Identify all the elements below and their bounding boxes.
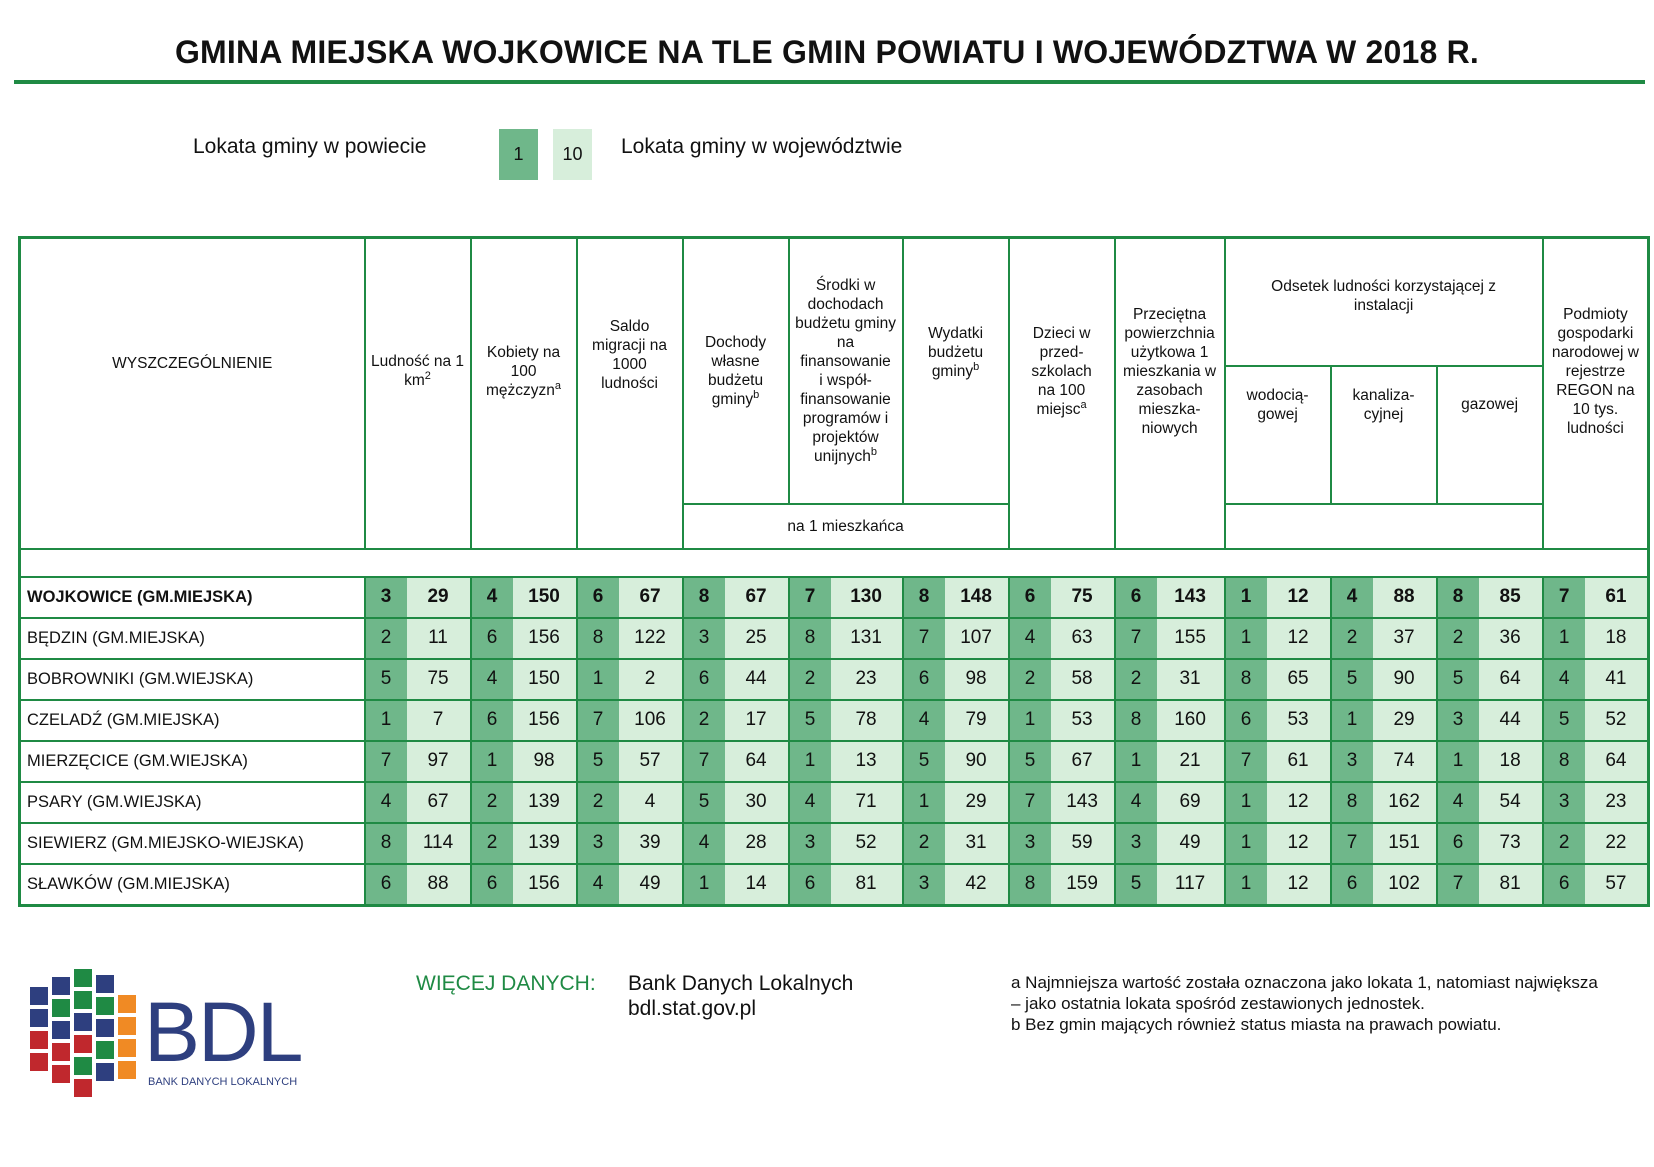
rank-powiat-cell: 2 <box>1331 618 1373 659</box>
rank-powiat-cell: 3 <box>683 618 725 659</box>
header-ludnosc: Ludność na 1 $km^2$ <box>365 238 471 549</box>
rank-powiat-cell: 2 <box>1437 618 1479 659</box>
rank-powiat-cell: 1 <box>1225 823 1267 864</box>
rank-woj-cell: 29 <box>1373 700 1437 741</box>
rank-woj-cell: 61 <box>1585 577 1649 618</box>
rank-woj-cell: 160 <box>1157 700 1225 741</box>
rank-powiat-cell: 6 <box>903 659 945 700</box>
rank-powiat-cell: 7 <box>789 577 831 618</box>
more-data-source: Bank Danych Lokalnych <box>628 972 854 995</box>
rank-woj-cell: 37 <box>1373 618 1437 659</box>
rank-woj-cell: 122 <box>619 618 683 659</box>
rank-woj-cell: 156 <box>513 864 577 906</box>
rank-woj-cell: 28 <box>725 823 789 864</box>
rank-woj-cell: 13 <box>831 741 903 782</box>
rank-powiat-cell: 2 <box>365 618 407 659</box>
rank-woj-cell: 64 <box>1479 659 1543 700</box>
rank-powiat-cell: 3 <box>1543 782 1585 823</box>
header-wydatki: Wydatki budżetu gminy$^b$ <box>903 238 1009 504</box>
rank-powiat-cell: 4 <box>683 823 725 864</box>
header-instalacje-bottom <box>1225 504 1543 549</box>
header-gazowej: gazowej <box>1437 366 1543 504</box>
rank-woj-cell: 65 <box>1267 659 1331 700</box>
rank-powiat-cell: 2 <box>471 823 513 864</box>
table-row <box>20 659 1649 700</box>
rank-powiat-cell: 5 <box>1437 659 1479 700</box>
rank-powiat-cell: 4 <box>789 782 831 823</box>
rank-powiat-cell: 8 <box>1437 577 1479 618</box>
rank-woj-cell: 2 <box>619 659 683 700</box>
rank-powiat-cell: 4 <box>1331 577 1373 618</box>
rank-woj-cell: 49 <box>1157 823 1225 864</box>
header-powierzchnia: Przeciętna powierzchnia użytkowa 1 mieszkania w zasobach mieszka-niowych <box>1115 238 1225 549</box>
rank-powiat-cell: 6 <box>683 659 725 700</box>
rank-woj-cell: 58 <box>1051 659 1115 700</box>
rank-powiat-cell: 6 <box>1225 700 1267 741</box>
rank-powiat-cell: 4 <box>1437 782 1479 823</box>
row-name: SŁAWKÓW (GM.MIEJSKA) <box>20 864 365 906</box>
rank-woj-cell: 18 <box>1585 618 1649 659</box>
bdl-logo-text: BDL <box>144 985 302 1079</box>
rank-woj-cell: 90 <box>1373 659 1437 700</box>
rank-powiat-cell: 2 <box>789 659 831 700</box>
rank-powiat-cell: 3 <box>365 577 407 618</box>
rank-woj-cell: 159 <box>1051 864 1115 906</box>
rank-powiat-cell: 2 <box>683 700 725 741</box>
rank-woj-cell: 12 <box>1267 618 1331 659</box>
rank-woj-cell: 88 <box>1373 577 1437 618</box>
rank-woj-cell: 81 <box>1479 864 1543 906</box>
rank-powiat-cell: 1 <box>1543 618 1585 659</box>
rank-powiat-cell: 8 <box>577 618 619 659</box>
rank-woj-cell: 97 <box>407 741 471 782</box>
row-name: PSARY (GM.WIEJSKA) <box>20 782 365 823</box>
rank-powiat-cell: 1 <box>1225 618 1267 659</box>
rank-woj-cell: 31 <box>1157 659 1225 700</box>
rank-woj-cell: 117 <box>1157 864 1225 906</box>
bdl-logo-mark <box>30 969 136 1097</box>
rank-powiat-cell: 6 <box>1437 823 1479 864</box>
rank-woj-cell: 12 <box>1267 782 1331 823</box>
rank-powiat-cell: 8 <box>365 823 407 864</box>
row-name: MIERZĘCICE (GM.WIEJSKA) <box>20 741 365 782</box>
rank-woj-cell: 29 <box>407 577 471 618</box>
rank-woj-cell: 71 <box>831 782 903 823</box>
table-row <box>20 741 1649 782</box>
rank-powiat-cell: 7 <box>1115 618 1157 659</box>
footnote-a: a Najmniejsza wartość została oznaczona jako lokata 1, natomiast największa – jako ostatnia lokata spośród zestawionych jednostek. <box>1011 973 1598 1013</box>
rank-powiat-cell: 3 <box>1437 700 1479 741</box>
rank-woj-cell: 39 <box>619 823 683 864</box>
rank-powiat-cell: 2 <box>1543 823 1585 864</box>
rank-woj-cell: 98 <box>513 741 577 782</box>
rank-powiat-cell: 2 <box>577 782 619 823</box>
rank-woj-cell: 31 <box>945 823 1009 864</box>
rank-woj-cell: 90 <box>945 741 1009 782</box>
rank-powiat-cell: 4 <box>471 577 513 618</box>
rank-powiat-cell: 7 <box>683 741 725 782</box>
rank-powiat-cell: 3 <box>1115 823 1157 864</box>
rank-powiat-cell: 8 <box>1225 659 1267 700</box>
rank-woj-cell: 41 <box>1585 659 1649 700</box>
table-row <box>20 823 1649 864</box>
rank-woj-cell: 67 <box>619 577 683 618</box>
rank-powiat-cell: 4 <box>365 782 407 823</box>
footnotes <box>1011 972 1601 1035</box>
rank-powiat-cell: 7 <box>903 618 945 659</box>
header-wodociagowej: wodocią-gowej <box>1225 366 1331 504</box>
rank-powiat-cell: 1 <box>577 659 619 700</box>
rank-powiat-cell: 6 <box>471 864 513 906</box>
rank-powiat-cell: 2 <box>1115 659 1157 700</box>
rank-powiat-cell: 3 <box>1009 823 1051 864</box>
header-dochody: Dochody własne budżetu gminy$^b$ <box>683 238 789 504</box>
rank-woj-cell: 57 <box>1585 864 1649 906</box>
rank-woj-cell: 30 <box>725 782 789 823</box>
header-kobiety: Kobiety na 100 mężczyzn$^a$ <box>471 238 577 549</box>
rank-woj-cell: 156 <box>513 618 577 659</box>
rank-powiat-cell: 2 <box>1009 659 1051 700</box>
bdl-logo <box>30 969 330 1099</box>
rank-woj-cell: 64 <box>1585 741 1649 782</box>
rank-woj-cell: 85 <box>1479 577 1543 618</box>
rank-woj-cell: 148 <box>945 577 1009 618</box>
bdl-logo-subtext: BANK DANYCH LOKALNYCH <box>148 1076 298 1088</box>
rank-powiat-cell: 5 <box>1543 700 1585 741</box>
row-name: SIEWIERZ (GM.MIEJSKO-WIEJSKA) <box>20 823 365 864</box>
rank-powiat-cell: 5 <box>365 659 407 700</box>
rank-powiat-cell: 6 <box>365 864 407 906</box>
header-regon: Podmioty gospodarki narodowej w rejestrze REGON na 10 tys. ludności <box>1543 238 1649 549</box>
rank-woj-cell: 73 <box>1479 823 1543 864</box>
rank-woj-cell: 64 <box>725 741 789 782</box>
rank-powiat-cell: 6 <box>1543 864 1585 906</box>
rank-woj-cell: 12 <box>1267 577 1331 618</box>
rank-woj-cell: 114 <box>407 823 471 864</box>
rank-powiat-cell: 1 <box>1115 741 1157 782</box>
rank-woj-cell: 52 <box>1585 700 1649 741</box>
rank-powiat-cell: 7 <box>1225 741 1267 782</box>
title-divider <box>14 80 1645 84</box>
rank-woj-cell: 98 <box>945 659 1009 700</box>
header-srodki: Środki w dochodach budżetu gminy na finansowanie i współ-finansowanie programów i projektów unijnych$^b$ <box>789 238 903 504</box>
rank-powiat-cell: 3 <box>577 823 619 864</box>
rank-woj-cell: 42 <box>945 864 1009 906</box>
rank-woj-cell: 63 <box>1051 618 1115 659</box>
rank-woj-cell: 7 <box>407 700 471 741</box>
rank-powiat-cell: 2 <box>471 782 513 823</box>
comparison-table <box>18 236 1650 907</box>
table-row <box>20 782 1649 823</box>
rank-powiat-cell: 8 <box>789 618 831 659</box>
rank-woj-cell: 49 <box>619 864 683 906</box>
rank-woj-cell: 23 <box>1585 782 1649 823</box>
header-wyszczegolnienie: WYSZCZEGÓLNIENIE <box>20 238 365 549</box>
rank-woj-cell: 67 <box>1051 741 1115 782</box>
rank-powiat-cell: 1 <box>1437 741 1479 782</box>
row-name: BOBROWNIKI (GM.WIEJSKA) <box>20 659 365 700</box>
legend-powiat-swatch: 1 <box>499 129 538 180</box>
rank-powiat-cell: 8 <box>1543 741 1585 782</box>
rank-woj-cell: 139 <box>513 782 577 823</box>
rank-woj-cell: 78 <box>831 700 903 741</box>
rank-woj-cell: 130 <box>831 577 903 618</box>
rank-woj-cell: 162 <box>1373 782 1437 823</box>
rank-woj-cell: 81 <box>831 864 903 906</box>
rank-woj-cell: 52 <box>831 823 903 864</box>
rank-powiat-cell: 1 <box>1225 577 1267 618</box>
rank-powiat-cell: 4 <box>1543 659 1585 700</box>
rank-woj-cell: 69 <box>1157 782 1225 823</box>
row-name: CZELADŹ (GM.MIEJSKA) <box>20 700 365 741</box>
rank-powiat-cell: 6 <box>1009 577 1051 618</box>
rank-woj-cell: 59 <box>1051 823 1115 864</box>
rank-woj-cell: 29 <box>945 782 1009 823</box>
rank-powiat-cell: 1 <box>789 741 831 782</box>
rank-powiat-cell: 7 <box>365 741 407 782</box>
rank-powiat-cell: 4 <box>577 864 619 906</box>
rank-powiat-cell: 1 <box>683 864 725 906</box>
rank-woj-cell: 44 <box>725 659 789 700</box>
rank-powiat-cell: 5 <box>1009 741 1051 782</box>
rank-powiat-cell: 3 <box>789 823 831 864</box>
rank-powiat-cell: 7 <box>1543 577 1585 618</box>
rank-woj-cell: 67 <box>725 577 789 618</box>
rank-powiat-cell: 6 <box>1331 864 1373 906</box>
rank-powiat-cell: 1 <box>1225 864 1267 906</box>
rank-powiat-cell: 8 <box>1009 864 1051 906</box>
rank-powiat-cell: 1 <box>1331 700 1373 741</box>
rank-woj-cell: 53 <box>1051 700 1115 741</box>
rank-woj-cell: 75 <box>407 659 471 700</box>
header-saldo: Saldo migracji na 1000 ludności <box>577 238 683 549</box>
table-row <box>20 700 1649 741</box>
rank-woj-cell: 102 <box>1373 864 1437 906</box>
rank-woj-cell: 150 <box>513 577 577 618</box>
rank-woj-cell: 12 <box>1267 823 1331 864</box>
rank-woj-cell: 53 <box>1267 700 1331 741</box>
rank-woj-cell: 88 <box>407 864 471 906</box>
rank-powiat-cell: 3 <box>1331 741 1373 782</box>
rank-woj-cell: 79 <box>945 700 1009 741</box>
rank-powiat-cell: 6 <box>471 618 513 659</box>
rank-woj-cell: 156 <box>513 700 577 741</box>
rank-woj-cell: 61 <box>1267 741 1331 782</box>
row-name: BĘDZIN (GM.MIEJSKA) <box>20 618 365 659</box>
rank-powiat-cell: 8 <box>903 577 945 618</box>
header-odsetek: Odsetek ludności korzystającej z instalacji <box>1225 238 1543 366</box>
rank-woj-cell: 54 <box>1479 782 1543 823</box>
rank-woj-cell: 67 <box>407 782 471 823</box>
page-title: GMINA MIEJSKA WOJKOWICE NA TLE GMIN POWIATU I WOJEWÓDZTWA W 2018 R. <box>174 34 1480 70</box>
table-row <box>20 864 1649 906</box>
rank-powiat-cell: 7 <box>1437 864 1479 906</box>
header-kanalizacyjnej: kanaliza-cyjnej <box>1331 366 1437 504</box>
rank-woj-cell: 75 <box>1051 577 1115 618</box>
table-spacer <box>20 549 1649 577</box>
rank-powiat-cell: 6 <box>471 700 513 741</box>
rank-woj-cell: 12 <box>1267 864 1331 906</box>
legend-woj-label: Lokata gminy w województwie <box>621 135 903 158</box>
more-data-label: WIĘCEJ DANYCH: <box>416 972 596 995</box>
rank-woj-cell: 131 <box>831 618 903 659</box>
rank-woj-cell: 139 <box>513 823 577 864</box>
rank-powiat-cell: 1 <box>471 741 513 782</box>
rank-powiat-cell: 2 <box>903 823 945 864</box>
rank-woj-cell: 4 <box>619 782 683 823</box>
footnote-b: b Bez gmin mających również status miasta na prawach powiatu. <box>1011 1015 1502 1034</box>
header-per-capita: na 1 mieszkańca <box>683 504 1009 549</box>
rank-woj-cell: 107 <box>945 618 1009 659</box>
rank-powiat-cell: 7 <box>1331 823 1373 864</box>
legend-woj-swatch: 10 <box>553 129 592 180</box>
rank-woj-cell: 143 <box>1157 577 1225 618</box>
rank-powiat-cell: 5 <box>683 782 725 823</box>
table-row <box>20 577 1649 618</box>
rank-powiat-cell: 5 <box>1115 864 1157 906</box>
rank-powiat-cell: 5 <box>577 741 619 782</box>
rank-powiat-cell: 4 <box>903 700 945 741</box>
rank-powiat-cell: 3 <box>903 864 945 906</box>
rank-woj-cell: 22 <box>1585 823 1649 864</box>
rank-powiat-cell: 6 <box>1115 577 1157 618</box>
rank-powiat-cell: 7 <box>577 700 619 741</box>
more-data-link[interactable]: bdl.stat.gov.pl <box>628 997 757 1020</box>
rank-powiat-cell: 5 <box>789 700 831 741</box>
rank-woj-cell: 23 <box>831 659 903 700</box>
rank-powiat-cell: 4 <box>1115 782 1157 823</box>
rank-powiat-cell: 5 <box>903 741 945 782</box>
rank-woj-cell: 17 <box>725 700 789 741</box>
rank-powiat-cell: 5 <box>1331 659 1373 700</box>
rank-woj-cell: 25 <box>725 618 789 659</box>
rank-woj-cell: 143 <box>1051 782 1115 823</box>
rank-woj-cell: 44 <box>1479 700 1543 741</box>
table-row <box>20 618 1649 659</box>
rank-powiat-cell: 1 <box>903 782 945 823</box>
rank-woj-cell: 150 <box>513 659 577 700</box>
table-body <box>20 577 1649 906</box>
rank-powiat-cell: 1 <box>1225 782 1267 823</box>
rank-powiat-cell: 7 <box>1009 782 1051 823</box>
rank-powiat-cell: 4 <box>1009 618 1051 659</box>
rank-woj-cell: 36 <box>1479 618 1543 659</box>
row-name: WOJKOWICE (GM.MIEJSKA) <box>20 577 365 618</box>
header-dzieci: Dzieci w przed-szkolach na 100 miejsc$^a$ <box>1009 238 1115 549</box>
rank-woj-cell: 106 <box>619 700 683 741</box>
rank-woj-cell: 11 <box>407 618 471 659</box>
rank-powiat-cell: 8 <box>683 577 725 618</box>
rank-woj-cell: 57 <box>619 741 683 782</box>
rank-woj-cell: 18 <box>1479 741 1543 782</box>
rank-woj-cell: 74 <box>1373 741 1437 782</box>
rank-powiat-cell: 1 <box>1009 700 1051 741</box>
rank-powiat-cell: 4 <box>471 659 513 700</box>
rank-powiat-cell: 8 <box>1115 700 1157 741</box>
rank-powiat-cell: 8 <box>1331 782 1373 823</box>
rank-powiat-cell: 6 <box>789 864 831 906</box>
rank-woj-cell: 14 <box>725 864 789 906</box>
legend-powiat-label: Lokata gminy w powiecie <box>193 135 427 158</box>
rank-woj-cell: 155 <box>1157 618 1225 659</box>
rank-powiat-cell: 6 <box>577 577 619 618</box>
rank-powiat-cell: 1 <box>365 700 407 741</box>
rank-woj-cell: 21 <box>1157 741 1225 782</box>
rank-woj-cell: 151 <box>1373 823 1437 864</box>
